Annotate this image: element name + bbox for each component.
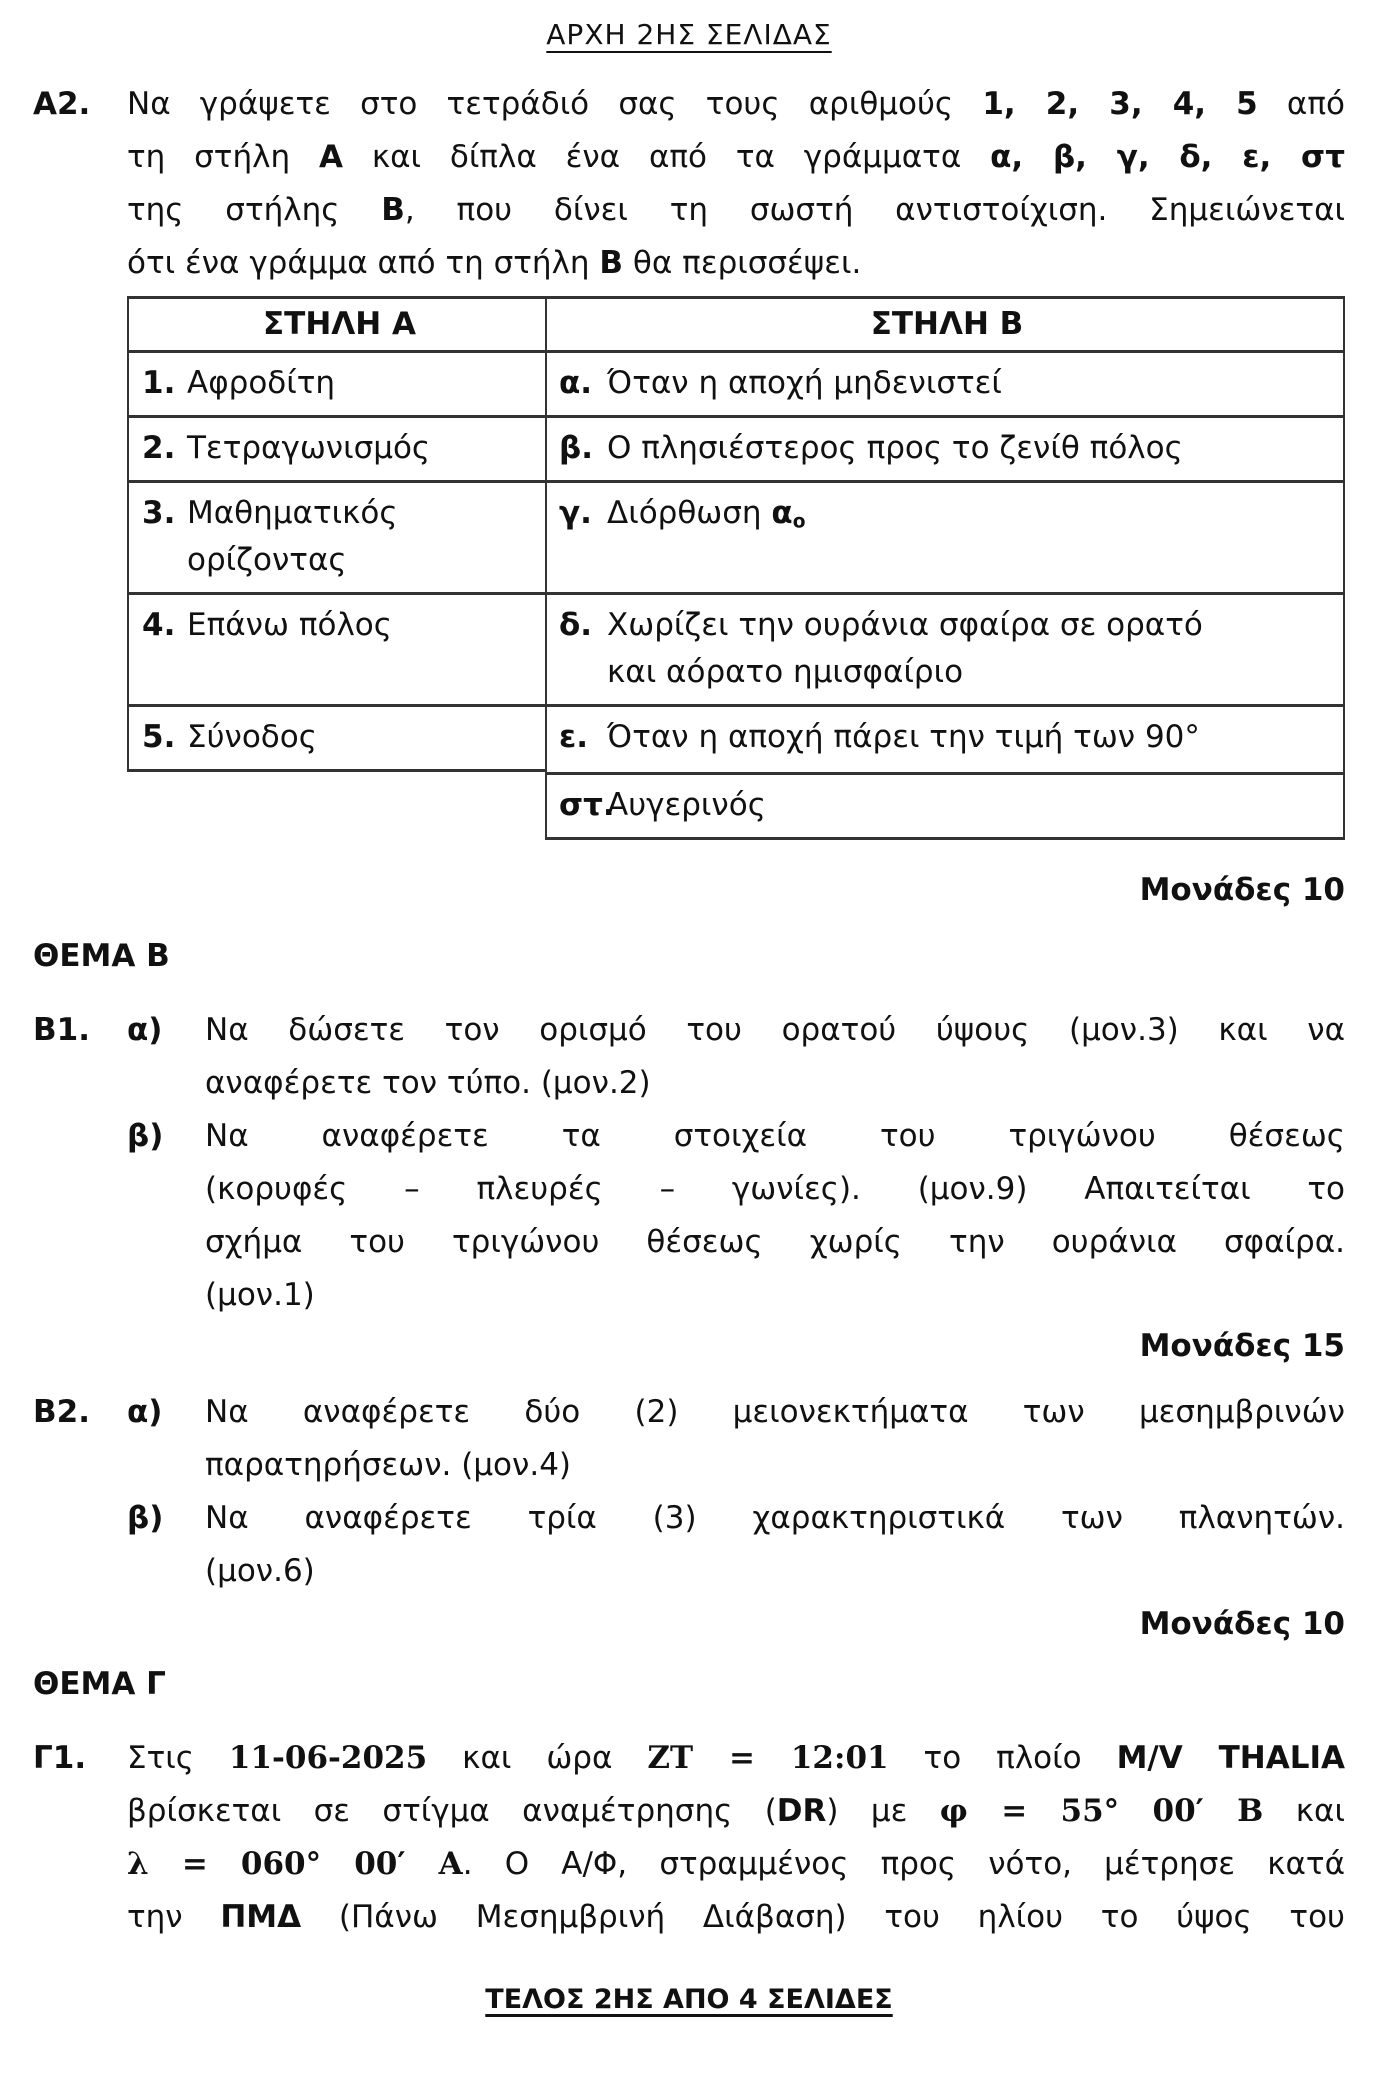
text-segment: και <box>1263 1793 1345 1829</box>
text-line: Αφροδίτη <box>187 365 336 401</box>
text-line <box>205 1386 1345 1439</box>
question-b1-text <box>127 1004 1345 1322</box>
text-line <box>205 1004 1345 1057</box>
page-header <box>33 14 1345 56</box>
question-b1-label: Β1. <box>33 1012 90 1048</box>
text-segment: τη στήλη <box>127 139 319 175</box>
question-a2-label: Α2. <box>33 86 91 122</box>
sub-question <box>127 1492 1345 1598</box>
text-line <box>127 184 1345 237</box>
text-segment: Αυγερινός <box>607 787 766 823</box>
question-b2-label: Β2. <box>33 1394 90 1430</box>
text-line <box>205 1492 1345 1545</box>
text-segment: την <box>127 1899 221 1935</box>
text-line <box>205 1110 1345 1163</box>
option-letter-marker: γ. <box>559 495 592 531</box>
points-b2: Μονάδες 10 <box>1139 1606 1345 1642</box>
column-a-cell <box>127 704 545 772</box>
text-line <box>205 1163 1345 1216</box>
text-line <box>127 1838 1345 1891</box>
text-segment: Να αναφέρετε δύο (2) μειονεκτήματα των μεσημβρινών <box>205 1394 1345 1430</box>
question-b1 <box>33 1004 1345 1322</box>
text-segment: (Πάνω Μεσημβρινή Διάβαση) του ηλίου το ύψος του <box>301 1899 1345 1935</box>
sub-question-marker: β) <box>127 1118 164 1154</box>
text-segment: ΠΜΔ <box>220 1899 302 1935</box>
text-line <box>127 237 1345 290</box>
text-line: Τετραγωνισμός <box>187 430 431 466</box>
sub-question-text <box>205 1110 1345 1322</box>
text-line <box>607 714 1335 761</box>
table-row <box>127 480 1345 592</box>
column-a-text <box>187 602 537 649</box>
option-letter-marker: δ. <box>559 607 593 643</box>
option-letter-marker: β. <box>559 430 593 466</box>
text-segment: της στήλης <box>127 192 382 228</box>
column-b-cell <box>545 772 1345 840</box>
points-b1: Μονάδες 15 <box>1139 1328 1345 1364</box>
sub-question-text <box>205 1386 1345 1492</box>
text-segment: το πλοίο <box>888 1740 1117 1776</box>
text-segment: σχήμα του τριγώνου θέσεως χωρίς την ουράνια σφαίρα. <box>205 1224 1345 1260</box>
section-thema-b: ΘΕΜΑ Β <box>33 938 170 974</box>
text-line <box>205 1057 1345 1110</box>
text-segment: Ο πλησιέστερος προς το ζενίθ πόλος <box>607 430 1183 466</box>
table-row <box>127 415 1345 480</box>
text-line <box>607 490 1335 546</box>
text-segment: από <box>1257 86 1345 122</box>
column-b-text <box>607 360 1335 407</box>
text-line <box>607 425 1335 472</box>
text-segment: και αόρατο ημισφαίριο <box>607 654 964 690</box>
question-c1-text <box>127 1732 1345 1944</box>
row-number-marker: 2. <box>142 430 176 466</box>
text-segment: ZT = 12:01 <box>647 1740 889 1776</box>
column-b-header: ΣΤΗΛΗ Β <box>545 296 1345 350</box>
points-a2: Μονάδες 10 <box>1139 872 1345 908</box>
column-a-text <box>187 490 537 584</box>
sub-question-marker: α) <box>127 1394 163 1430</box>
text-segment: Χωρίζει την ουράνια σφαίρα σε ορατό <box>607 607 1203 643</box>
column-a-header: ΣΤΗΛΗ Α <box>127 296 545 350</box>
page-header-text: ΑΡΧΗ 2ΗΣ ΣΕΛΙΔΑΣ <box>546 18 832 51</box>
question-c1-label: Γ1. <box>33 1740 87 1776</box>
page-footer-text: ΤΕΛΟΣ 2ΗΣ ΑΠΟ 4 ΣΕΛΙΔΕΣ <box>485 1984 893 2015</box>
column-a-cell <box>127 772 545 840</box>
column-b-cell <box>545 592 1345 704</box>
text-segment: . Ο Α/Φ, στραμμένος προς νότο, μέτρησε κατά <box>462 1846 1345 1882</box>
column-b-text <box>607 425 1335 472</box>
question-c1 <box>33 1732 1345 1944</box>
column-a-cell <box>127 592 545 704</box>
column-b-text <box>607 714 1335 761</box>
text-segment: M/V THALIA <box>1116 1740 1345 1776</box>
question-b2 <box>33 1386 1345 1598</box>
text-line <box>205 1269 1345 1322</box>
table-header-row <box>127 296 1345 350</box>
text-segment: ότι ένα γράμμα από τη στήλη <box>127 245 600 281</box>
text-segment: 1, 2, 3, 4, 5 <box>982 86 1258 122</box>
sub-question-marker: β) <box>127 1500 164 1536</box>
row-number-marker: 4. <box>142 607 176 643</box>
sub-question <box>127 1004 1345 1110</box>
text-line <box>127 78 1345 131</box>
text-segment: Να γράψετε στο τετράδιό σας τους αριθμούς <box>127 86 983 122</box>
column-b-cell <box>545 415 1345 480</box>
text-line <box>127 1732 1345 1785</box>
column-b-text <box>607 782 1335 829</box>
question-b2-text <box>127 1386 1345 1598</box>
text-segment: παρατηρήσεων. (μον.4) <box>205 1447 572 1483</box>
option-letter-marker: ε. <box>559 719 589 755</box>
text-segment: Β <box>381 192 405 228</box>
sub-question <box>127 1386 1345 1492</box>
text-segment: 11-06-2025 <box>228 1740 428 1776</box>
text-segment: (μον.1) <box>205 1277 315 1313</box>
option-letter-marker: στ. <box>559 787 615 823</box>
text-segment: αναφέρετε τον τύπο. (μον.2) <box>205 1065 651 1101</box>
sub-question <box>127 1110 1345 1322</box>
text-segment: θα περισσέψει. <box>623 245 862 281</box>
text-segment: (κορυφές – πλευρές – γωνίες). (μον.9) Απαιτείται το <box>205 1171 1345 1207</box>
text-line <box>607 360 1335 407</box>
text-segment: Όταν η αποχή πάρει την τιμή των 90° <box>607 719 1200 755</box>
column-b-text <box>607 490 1335 546</box>
row-number-marker: 1. <box>142 365 176 401</box>
text-segment: Να αναφέρετε τρία (3) χαρακτηριστικά των πλανητών. <box>205 1500 1345 1536</box>
text-line <box>127 1785 1345 1838</box>
column-a-text <box>187 714 537 761</box>
text-segment: α, β, γ, δ, ε, στ <box>990 139 1345 175</box>
text-segment: Να αναφέρετε τα στοιχεία του τριγώνου θέσεως <box>205 1118 1345 1154</box>
column-a-text <box>187 360 537 407</box>
text-line <box>205 1216 1345 1269</box>
text-line <box>127 131 1345 184</box>
column-b-text <box>607 602 1335 696</box>
matching-table <box>127 296 1345 840</box>
sub-question-text <box>205 1004 1345 1110</box>
page-footer <box>33 1980 1345 2020</box>
column-a-cell <box>127 415 545 480</box>
text-segment: DR <box>776 1793 827 1829</box>
column-b-cell <box>545 480 1345 592</box>
text-segment: Να δώσετε τον ορισμό του ορατού ύψους (μον.3) και να <box>205 1012 1345 1048</box>
text-segment: Διόρθωση <box>607 495 772 531</box>
text-line <box>205 1439 1345 1492</box>
text-line: Μαθηματικός <box>187 495 398 531</box>
column-a-text <box>187 425 537 472</box>
column-a-cell <box>127 350 545 415</box>
table-row <box>127 592 1345 704</box>
text-line <box>607 649 1335 696</box>
text-line <box>127 1891 1345 1944</box>
text-line: ορίζοντας <box>187 542 347 578</box>
text-segment: και ώρα <box>427 1740 648 1776</box>
text-line <box>205 1545 1345 1598</box>
column-a-cell <box>127 480 545 592</box>
sub-question-text <box>205 1492 1345 1598</box>
text-segment: λ = 060° 00′ Α <box>127 1846 463 1882</box>
table-row <box>127 350 1345 415</box>
text-segment: ) με <box>826 1793 940 1829</box>
text-segment: φ = 55° 00′ Β <box>939 1793 1264 1829</box>
text-segment: o <box>792 511 806 533</box>
text-line: Σύνοδος <box>187 719 317 755</box>
text-segment: (μον.6) <box>205 1553 315 1589</box>
table-row <box>127 704 1345 772</box>
column-b-cell <box>545 350 1345 415</box>
section-thema-c: ΘΕΜΑ Γ <box>33 1666 166 1702</box>
text-segment: Όταν η αποχή μηδενιστεί <box>607 365 1002 401</box>
text-segment: , που δίνει τη σωστή αντιστοίχιση. Σημειώνεται <box>404 192 1346 228</box>
text-segment: βρίσκεται σε στίγμα αναμέτρησης ( <box>127 1793 777 1829</box>
text-segment: Στις <box>127 1740 229 1776</box>
text-line: Επάνω πόλος <box>187 607 392 643</box>
text-line <box>607 782 1335 829</box>
column-b-cell <box>545 704 1345 772</box>
sub-question-marker: α) <box>127 1012 163 1048</box>
row-number-marker: 3. <box>142 495 176 531</box>
row-number-marker: 5. <box>142 719 176 755</box>
text-segment: Β <box>599 245 624 281</box>
text-segment: Α <box>318 139 343 175</box>
question-a2-text <box>127 78 1345 290</box>
table-row <box>127 772 1345 840</box>
question-a2 <box>33 78 1345 290</box>
text-line <box>607 602 1335 649</box>
option-letter-marker: α. <box>559 365 593 401</box>
text-segment: α <box>771 495 793 531</box>
text-segment: και δίπλα ένα από τα γράμματα <box>342 139 991 175</box>
